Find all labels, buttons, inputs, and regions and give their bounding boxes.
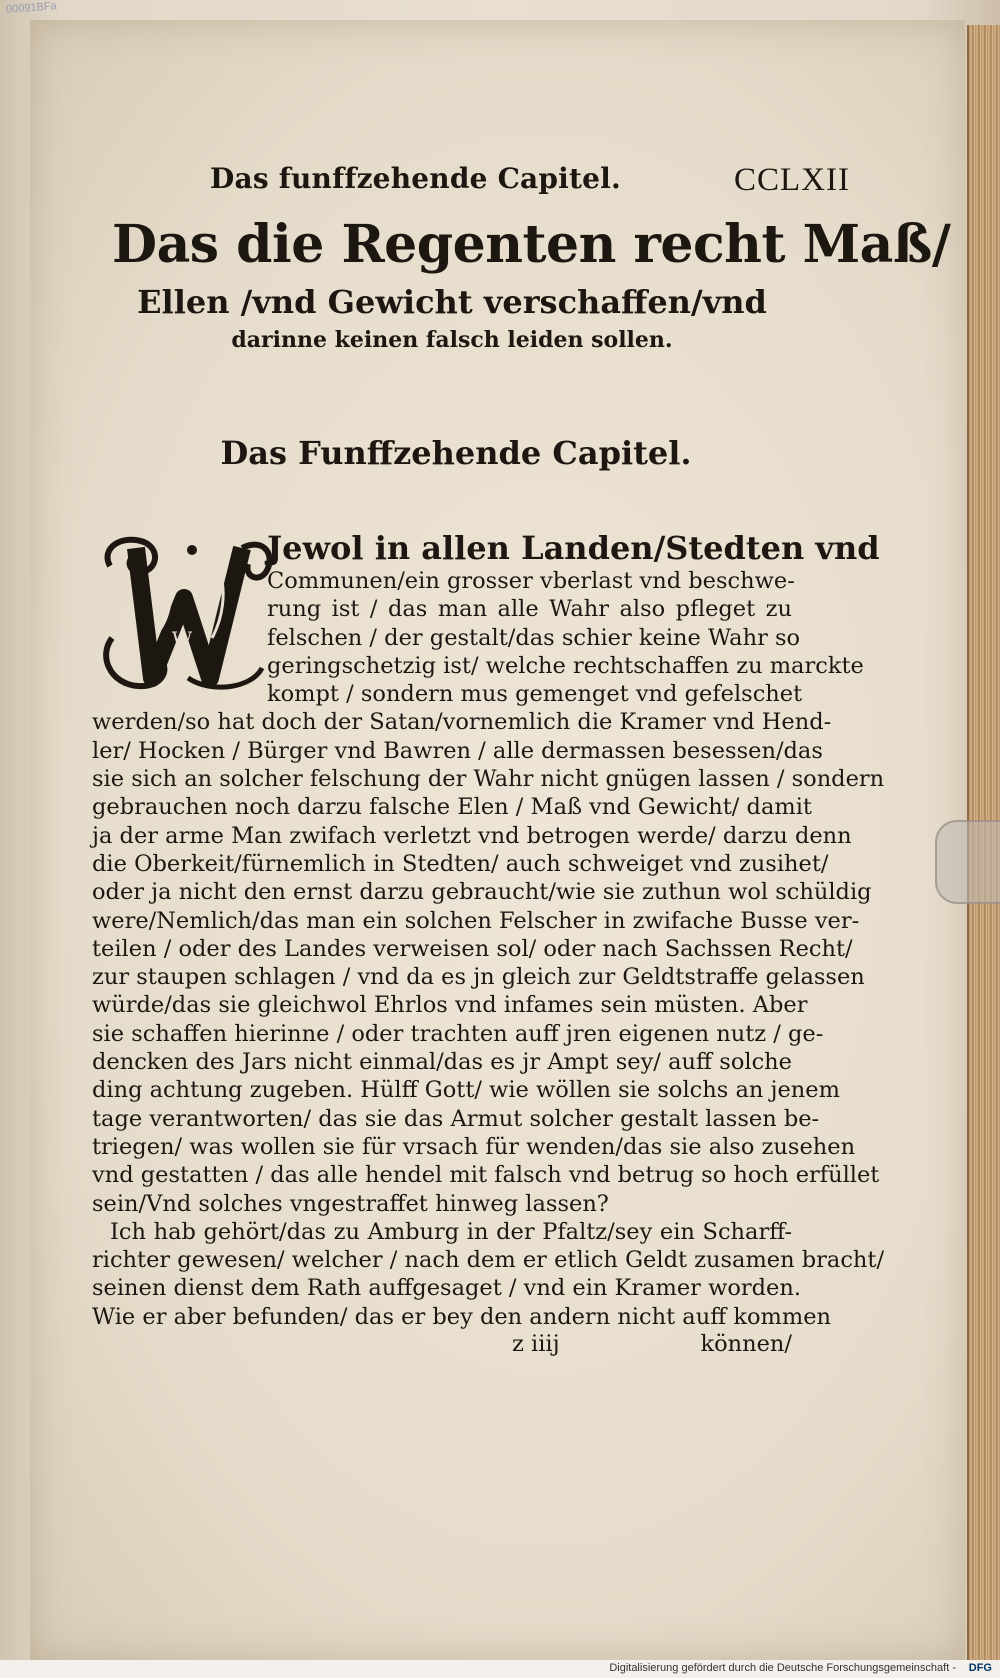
text-line: Wie er aber befunden/ das er bey den andern nicht auff kommen <box>92 1303 832 1330</box>
book-page <box>30 20 965 1660</box>
page-header <box>92 150 850 198</box>
page-footer-marks <box>92 1331 792 1361</box>
dfg-logo: DFG <box>968 1662 992 1674</box>
text-line: rung ist / das man alle Wahr also pfleget zu <box>267 596 792 623</box>
text-line: ding achtung zugeben. Hülff Gott/ wie wöllen sie solchs an jenem <box>92 1077 840 1104</box>
text-line: die Oberkeit/fürnemlich in Stedten/ auch schweiget vnd zusihet/ <box>92 850 829 877</box>
text-column <box>92 150 951 1361</box>
text-line: werden/so hat doch der Satan/vornemlich die Kramer vnd Hend- <box>92 709 832 736</box>
text-line: richter gewesen/ welcher / nach dem er etlich Geldt zusamen bracht/ <box>92 1247 885 1274</box>
funding-footer <box>0 1660 1000 1678</box>
text-line: dencken des Jars nicht einmal/das es jr Ampt sey/ auff solche <box>92 1049 792 1076</box>
funding-note: Digitalisierung gefördert durch die Deutsche Forschungsgemeinschaft - <box>609 1662 956 1674</box>
decorated-initial-w <box>92 528 282 698</box>
text-line: teilen / oder des Landes verweisen sol/ oder nach Sachssen Recht/ <box>92 935 853 962</box>
chapter-title-line-3: darinne keinen falsch leiden sollen. <box>231 327 673 353</box>
text-line: ja der arme Man zwifach verletzt vnd betrogen werde/ darzu denn <box>92 822 852 849</box>
text-line: Communen/ein grosser vberlast vnd beschwe- <box>267 568 795 594</box>
text-line: geringschetzig ist/ welche rechtschaffen zu marckte <box>267 652 864 679</box>
text-line: tage verantworten/ das sie das Armut solcher gestalt lassen be- <box>92 1105 820 1132</box>
dropcap-letter: W <box>171 627 193 651</box>
chapter-title-line-2: Ellen /vnd Gewicht verschaffen/vnd <box>137 283 767 321</box>
text-line: Ich hab gehört/das zu Amburg in der Pfaltz/sey ein Scharff- <box>110 1218 792 1245</box>
library-stamp: 00091BFa <box>5 0 58 16</box>
text-line: felschen / der gestalt/das schier keine Wahr so <box>267 624 801 651</box>
text-line: sein/Vnd solches vngestraffet hinweg lassen? <box>92 1190 609 1217</box>
text-line: oder ja nicht den ernst darzu gebraucht/wie sie zuthun wol schüldig <box>92 879 872 906</box>
folio-number: CCLXII <box>734 162 850 198</box>
text-line: zur staupen schlagen / vnd da es jn gleich zur Geldtstraffe gelassen <box>92 964 865 991</box>
text-line: were/Nemlich/das man ein solchen Felscher in zwifache Busse ver- <box>92 907 860 934</box>
chapter-title <box>92 212 951 356</box>
bookmark-tab <box>935 820 1000 904</box>
signature-mark: z iiij <box>512 1331 560 1358</box>
text-line: sie sich an solcher felschung der Wahr nicht gnügen lassen / sondern <box>92 766 885 793</box>
text-line: triegen/ was wollen sie für vrsach für wenden/das sie also zusehen <box>92 1133 856 1160</box>
first-line: Jewol in allen Landen/Stedten vnd <box>267 529 880 567</box>
running-head: Das funffzehende Capitel. <box>210 162 621 195</box>
catchword: können/ <box>700 1331 792 1358</box>
text-line: kompt / sondern mus gemenget vnd gefelschet <box>267 681 803 708</box>
text-line: gebrauchen noch darzu falsche Elen / Maß vnd Gewicht/ damit <box>92 794 812 821</box>
text-line: seinen dienst dem Rath auffgesaget / vnd ein Kramer worden. <box>92 1275 802 1302</box>
text-line: würde/das sie gleichwol Ehrlos vnd infames sein müsten. Aber <box>92 992 808 1019</box>
text-line: ler/ Hocken / Bürger vnd Bawren / alle dermassen besessen/das <box>92 737 823 764</box>
chapter-title-line-1: Das die Regenten recht Maß/ <box>112 214 951 275</box>
section-heading: Das Funffzehende Capitel. <box>220 434 692 472</box>
text-line: sie schaffen hierinne / oder trachten auff jren eigenen nutz / ge- <box>92 1020 824 1047</box>
text-line: vnd gestatten / das alle hendel mit falsch vnd betrug so hoch erfüllet <box>92 1162 880 1189</box>
body-text <box>92 529 885 1361</box>
